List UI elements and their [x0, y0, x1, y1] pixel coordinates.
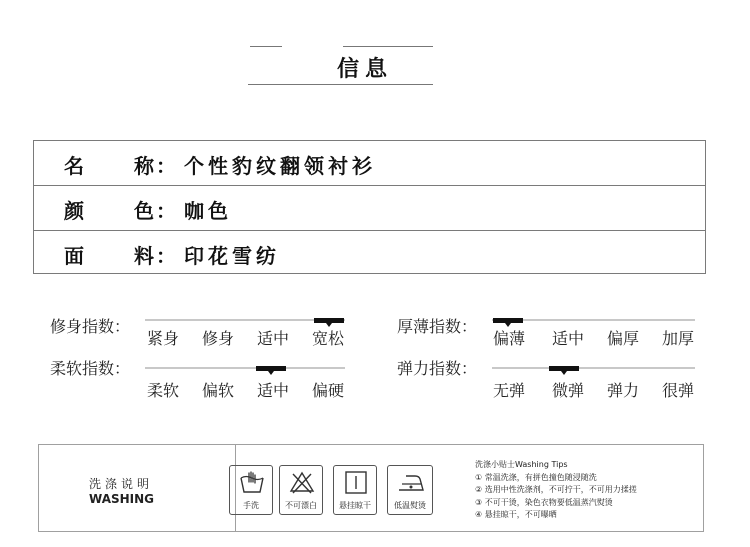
fit-scale-marker — [314, 318, 344, 323]
product-info-table — [33, 140, 706, 274]
info-value: 个性豹纹翻领衬衫 — [184, 154, 376, 178]
hang-dry-icon-glyph — [342, 470, 370, 496]
info-key-char: 面 — [64, 244, 84, 268]
thickness-option: 适中 — [552, 329, 585, 348]
thickness-scale-marker — [493, 318, 523, 323]
info-row-fabric — [34, 231, 705, 275]
washing-tip: ④ 悬挂晾干，不可曝晒 — [475, 510, 557, 519]
washing-title-cn: 洗涤说明 — [89, 477, 154, 491]
info-key-char: 色 — [134, 199, 154, 223]
softness-scale-label: 柔软指数： — [50, 359, 131, 378]
softness-scale-marker — [256, 366, 286, 371]
icon-caption: 悬挂晾干 — [339, 501, 371, 510]
softness-option: 偏硬 — [312, 381, 345, 400]
header-rule-top-right — [343, 46, 433, 47]
info-key-char: 料 — [134, 244, 154, 268]
softness-scale-track — [145, 367, 345, 369]
info-row-color — [34, 186, 705, 230]
page-title: 信息 — [336, 56, 393, 82]
washing-tips-title: 洗涤小贴士Washing Tips — [475, 460, 568, 469]
fit-option: 宽松 — [312, 329, 345, 348]
elasticity-option: 弹力 — [607, 381, 640, 400]
fit-scale-label: 修身指数： — [50, 317, 131, 336]
info-row-name — [34, 141, 705, 185]
elasticity-option: 很弹 — [662, 381, 695, 400]
softness-option: 柔软 — [147, 381, 180, 400]
thickness-scale-label: 厚薄指数： — [397, 317, 478, 336]
header-rule-top-left — [250, 46, 282, 47]
hang-dry-icon — [333, 465, 377, 515]
info-value: 咖色 — [184, 199, 232, 223]
washing-tips — [475, 459, 637, 522]
icon-caption: 低温熨烫 — [394, 501, 426, 510]
washing-tip: ③ 不可干烫，染色衣物要低温蒸汽熨烫 — [475, 497, 613, 507]
no-bleach-icon-glyph — [288, 470, 316, 496]
washing-tip: ① 常温洗涤，有拼色撞色随浸随洗 — [475, 472, 597, 482]
elasticity-option: 微弹 — [552, 381, 585, 400]
icon-caption: 手洗 — [243, 501, 259, 510]
info-key-char: 名 — [64, 154, 84, 178]
fit-option: 修身 — [202, 329, 235, 348]
thickness-option: 偏厚 — [607, 329, 640, 348]
hand-wash-icon-glyph — [238, 470, 266, 496]
thickness-option: 偏薄 — [493, 329, 526, 348]
info-colon: ： — [156, 244, 176, 268]
washing-title-en: WASHING — [89, 492, 155, 506]
info-key-char: 称 — [134, 154, 154, 178]
hand-wash-icon — [229, 465, 273, 515]
header-rule-bottom — [248, 84, 433, 85]
no-bleach-icon — [279, 465, 323, 515]
fit-option: 紧身 — [147, 329, 180, 348]
info-value: 印花雪纺 — [184, 244, 280, 268]
elasticity-scale-label: 弹力指数： — [397, 359, 478, 378]
elasticity-option: 无弹 — [493, 381, 526, 400]
softness-option: 适中 — [257, 381, 290, 400]
thickness-option: 加厚 — [662, 329, 695, 348]
washing-panel — [38, 444, 704, 532]
softness-option: 偏软 — [202, 381, 235, 400]
elasticity-scale-track — [492, 367, 695, 369]
low-iron-icon-glyph — [396, 470, 426, 496]
info-key-char: 颜 — [64, 199, 84, 223]
low-iron-icon — [387, 465, 433, 515]
icon-caption: 不可漂白 — [285, 501, 317, 510]
fit-option: 适中 — [257, 329, 290, 348]
info-colon: ： — [156, 199, 176, 223]
info-colon: ： — [156, 154, 176, 178]
washing-tip: ② 选用中性洗涤剂，不可拧干，不可用力揉搓 — [475, 485, 637, 494]
elasticity-scale-marker — [549, 366, 579, 371]
